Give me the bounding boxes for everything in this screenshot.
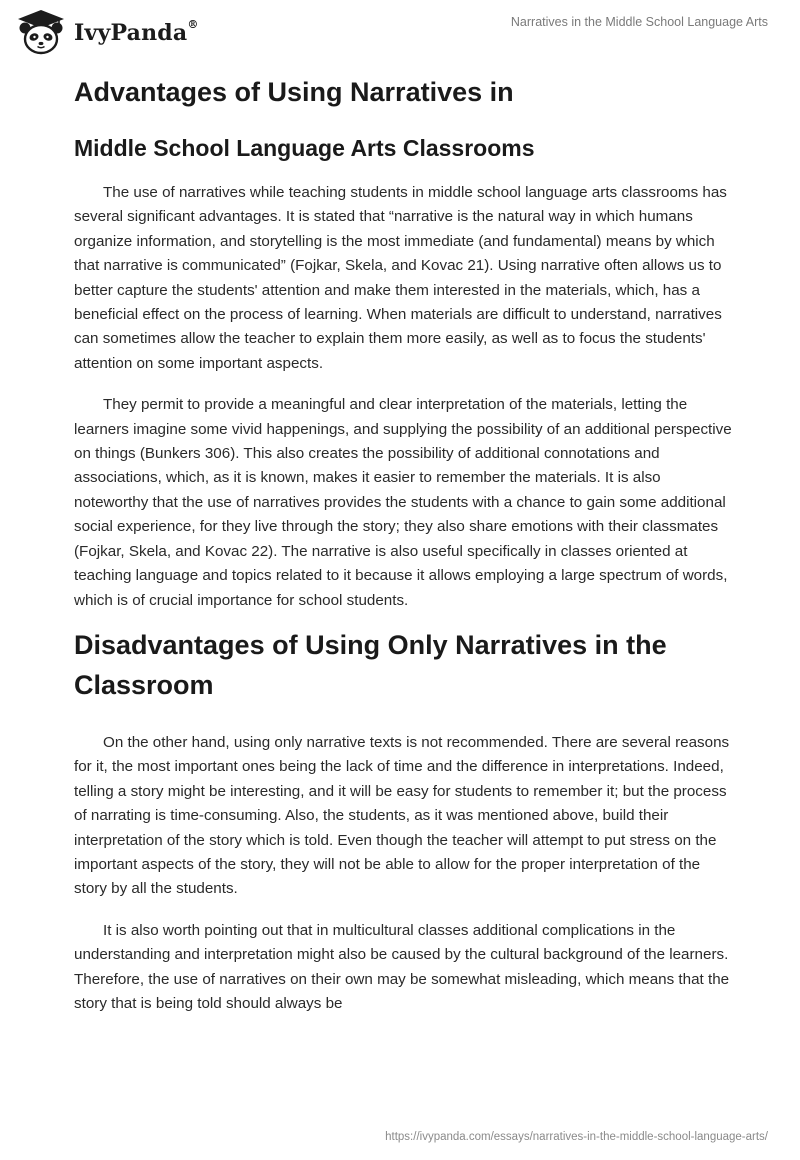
registered-mark: ® [187, 17, 199, 31]
heading-advantages: Advantages of Using Narratives in [74, 77, 514, 107]
document-title: Narratives in the Middle School Language Arts [510, 15, 768, 29]
paragraph: The use of narratives while teaching students in middle school language arts classrooms has several significant advantages. It is stated that “narrative is the natural way in which humans organize information, and storytelling is the most immediate (and fundamental) means by which that narrative is communicated” (Fojkar, Skela, and Kovac 21). Using narrative often allows us to better capture the students' attention and make them interested in the materials, which, has a beneficial effect on the process of learning. When materials are difficult to understand, narratives can sometimes allow the teacher to explain them more easily, as well as to focus the students' attention on some important aspects. [74, 184, 727, 372]
source-url[interactable]: https://ivypanda.com/essays/narratives-in-the-middle-school-language-arts/ [385, 1131, 768, 1143]
subheading-classrooms: Middle School Language Arts Classrooms [74, 135, 535, 161]
brand-logo[interactable] [14, 8, 199, 56]
paragraph: On the other hand, using only narrative texts is not recommended. There are several reasons for it, the most important ones being the lack of time and the difference in interpretations. Indeed, telling a story might be interesting, and it will be easy for students to remember it; but the process of narrating is time-consuming. Also, the students, as it was mentioned above, build their interpretation of the story which is told. Even though the teacher will attempt to put stress on the important aspects of the story, they will not be able to allow for the proper interpretation of the story by all the students. [74, 733, 730, 898]
heading-disadvantages: Disadvantages of Using Only Narratives in the Classroom [74, 629, 667, 700]
paragraph: They permit to provide a meaningful and clear interpretation of the materials, letting the learners imagine some vivid happenings, and supplying the possibility of an additional perspective on things (Bunkers 306). This also creates the possibility of additional connotations and associations, which, as it is known, makes it easier to remember the materials. It is also noteworthy that the use of narratives provides the students with a chance to gain some additional social experience, for they live through the story; they also share emotions with their classmates (Fojkar, Skela, and Kovac 22). The narrative is also useful specifically in classes oriented at teaching language and topics related to it because it allows employing a large spectrum of words, which is of crucial importance for school students. [74, 396, 732, 609]
essay-body [74, 70, 734, 1016]
panda-logo-icon [14, 8, 68, 56]
brand-name: IvyPanda® [74, 17, 199, 46]
paragraph: It is also worth pointing out that in multicultural classes additional complications in the understanding and interpretation might also be caused by the cultural background of the learners. Therefore, the use of narratives on their own may be somewhat misleading, which means that the story that is being told should always be [74, 921, 730, 1012]
page-header [0, 0, 800, 60]
